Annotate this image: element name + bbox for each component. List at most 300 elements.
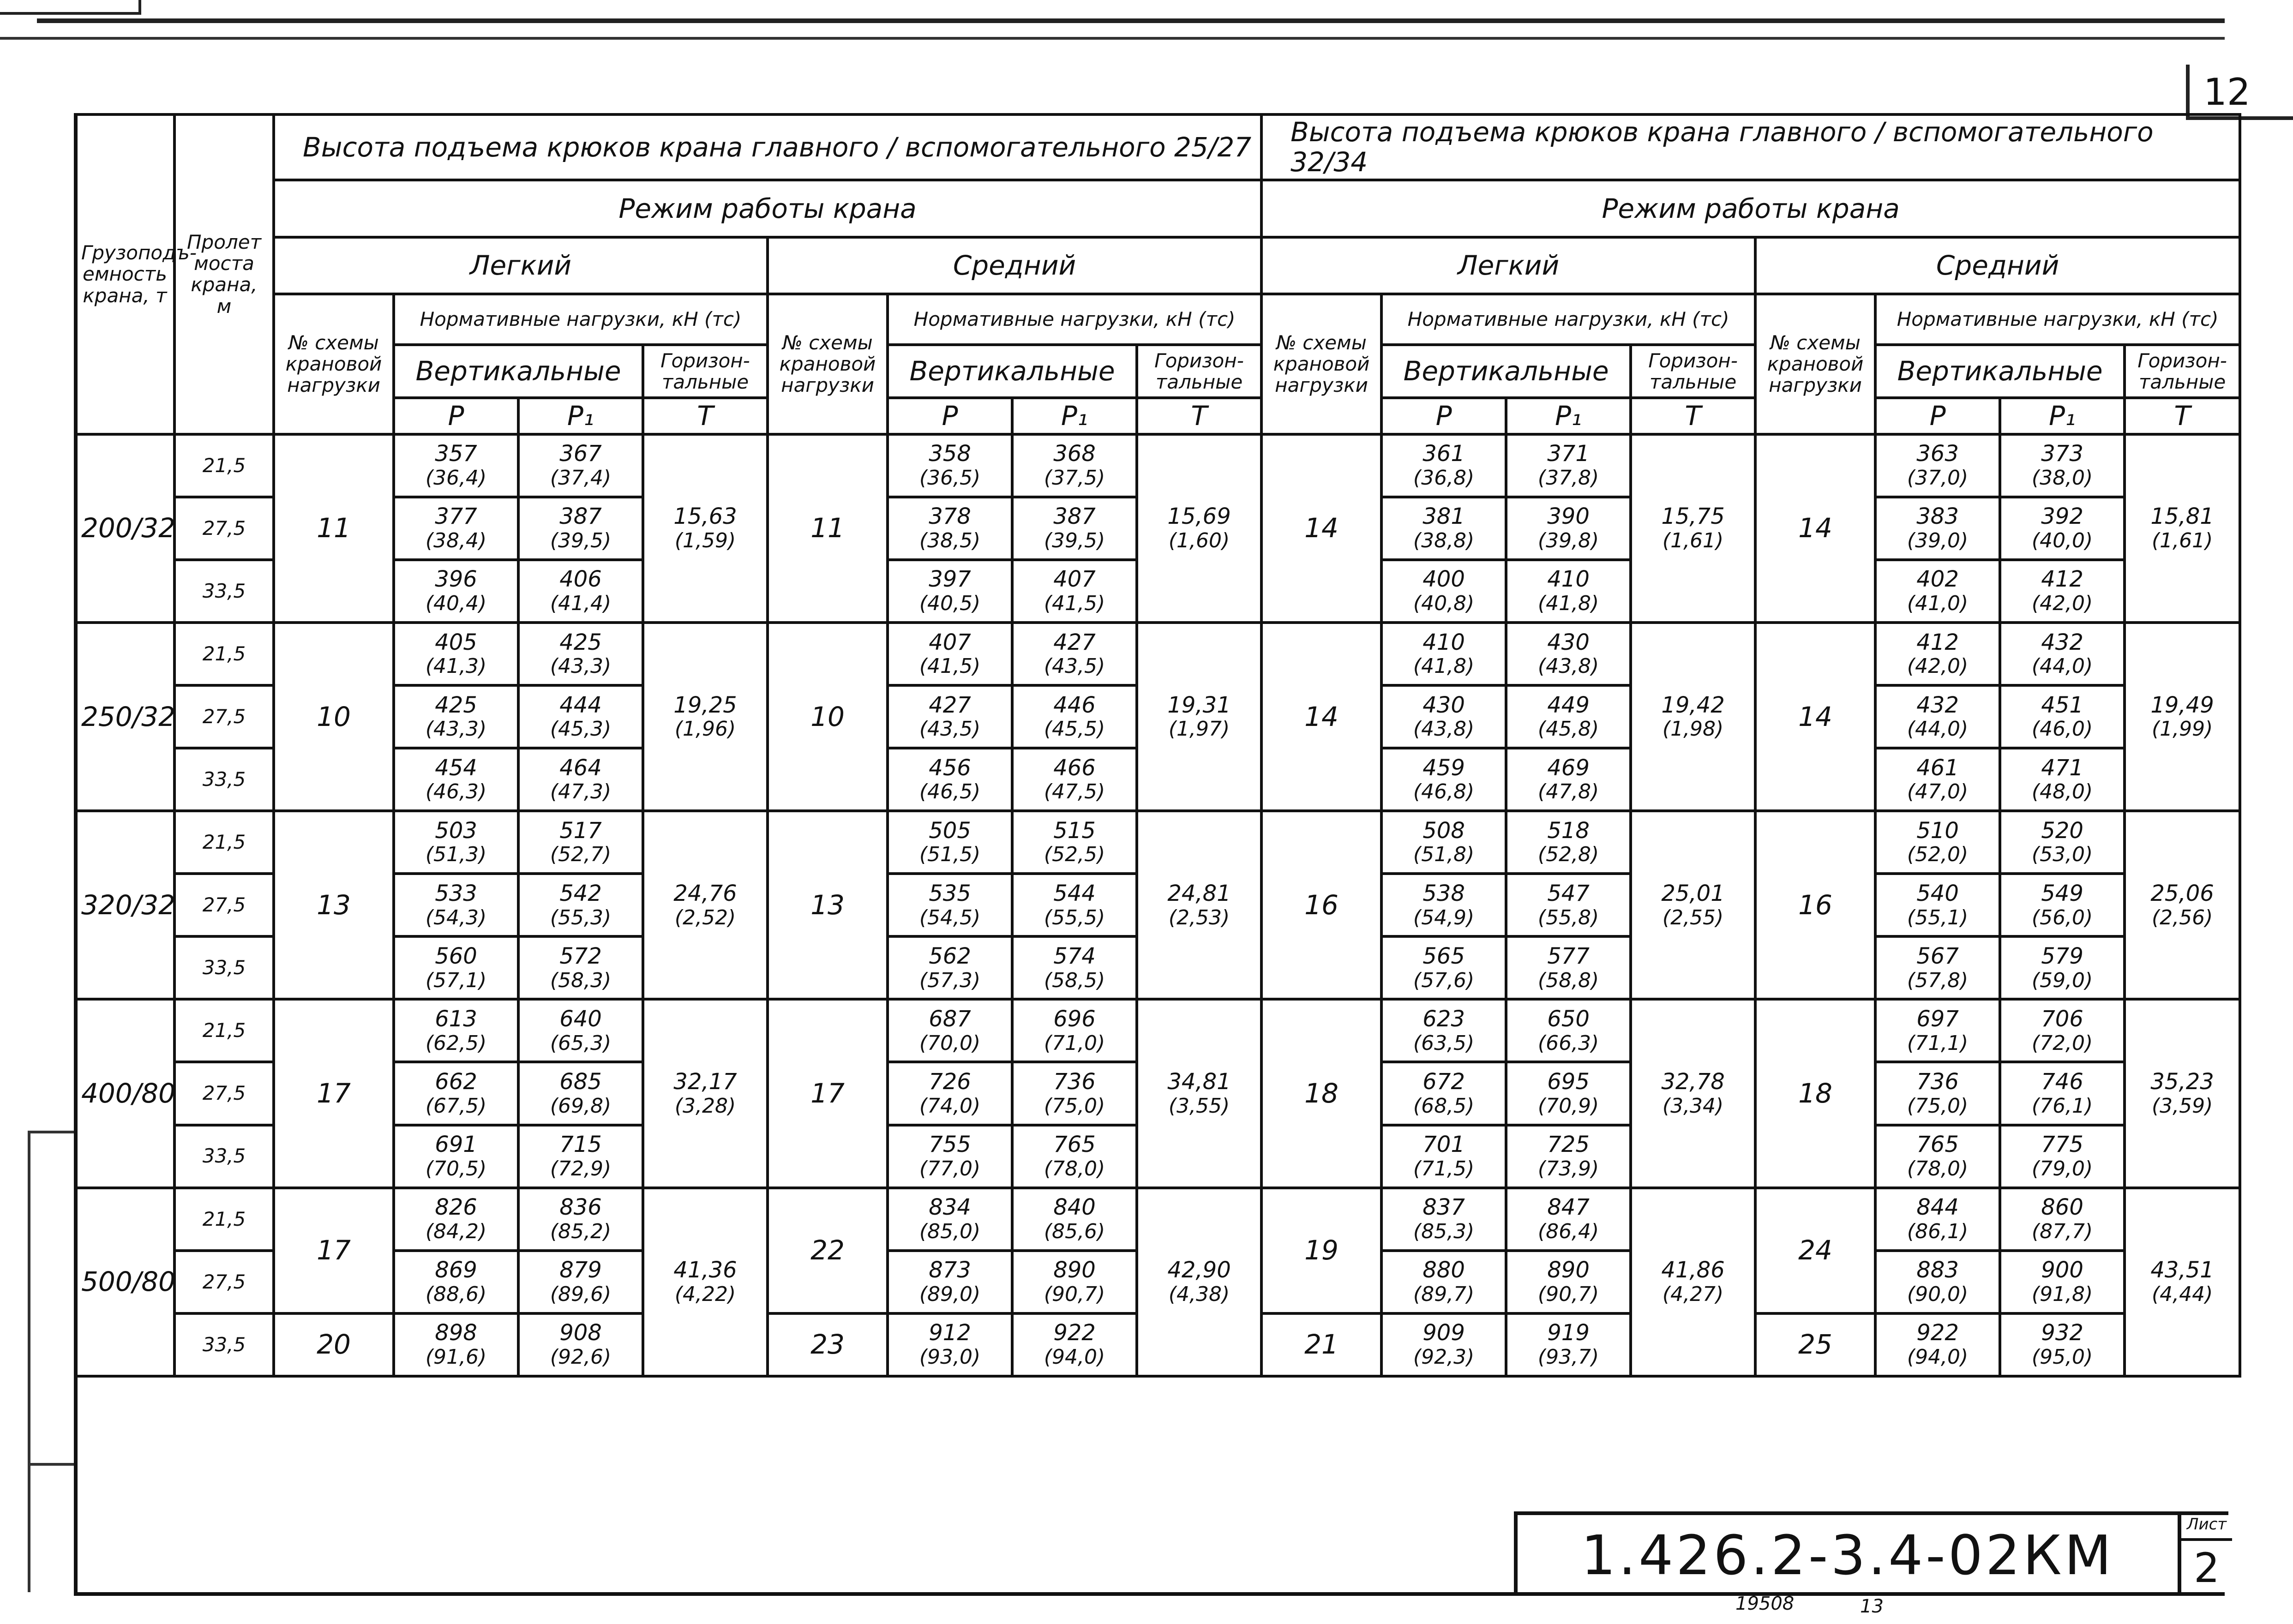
value-kn: 919 (1547, 1320, 1590, 1346)
value-p1-cell (1012, 811, 1137, 874)
value-p-cell (394, 1313, 518, 1376)
span-cell: 27,5 (174, 497, 274, 560)
value-tc: (90,7) (1537, 1282, 1599, 1306)
value-kn: 387 (1053, 503, 1096, 530)
value-p1-cell (1506, 623, 1631, 685)
value-kn: 826 (435, 1194, 477, 1221)
scheme-cell: 19 (1261, 1188, 1381, 1313)
value-kn: 542 (559, 880, 602, 906)
value-tc: (58,8) (1537, 968, 1599, 992)
value-kn: 844 (1916, 1194, 1959, 1221)
scheme-cell: 17 (274, 1188, 394, 1313)
value-p1-cell (2000, 685, 2125, 748)
value-kn: 412 (1916, 629, 1959, 655)
value-tc: (51,3) (425, 843, 487, 867)
value-p-cell (1381, 434, 1506, 497)
value-kn: 900 (2041, 1257, 2083, 1283)
value-kn: 471 (2041, 755, 2083, 781)
value-p-cell (888, 1188, 1012, 1251)
scheme-cell: 14 (1261, 623, 1381, 811)
value-kn: 432 (1916, 692, 1959, 718)
value-tc: (36,8) (1413, 466, 1475, 490)
value-p-cell (1875, 874, 2000, 936)
value-tc: (57,1) (425, 968, 487, 992)
value-tc: (40,0) (2031, 529, 2093, 553)
value-tc: (94,0) (1044, 1345, 1105, 1369)
value-tc: (46,5) (919, 780, 981, 804)
value-p-cell (1875, 1062, 2000, 1125)
value-p1-cell (1506, 1125, 1631, 1188)
scheme-cell: 11 (274, 434, 394, 623)
value-tc: (41,8) (1537, 592, 1599, 616)
vertical-header: Вертикальные (1875, 345, 2125, 398)
value-p-cell (888, 1251, 1012, 1313)
value-tc: (92,3) (1413, 1345, 1475, 1369)
value-kn: 444 (559, 692, 602, 718)
value-p1-cell (518, 1125, 643, 1188)
horizontal-header: Горизон-тальные (1137, 345, 1261, 398)
value-tc: (4,27) (1662, 1282, 1724, 1306)
scheme-cell: 18 (1755, 999, 1875, 1187)
value-tc: (43,3) (550, 654, 612, 678)
value-kn: 873 (929, 1257, 971, 1283)
value-p-cell (888, 874, 1012, 936)
value-p-cell (1875, 560, 2000, 623)
col-p-header: P (1381, 398, 1506, 434)
col-t-header: T (643, 398, 768, 434)
value-kn: 32,78 (1661, 1068, 1725, 1095)
value-p-cell (1381, 1062, 1506, 1125)
value-tc: (41,0) (1907, 592, 1969, 616)
value-p-cell (1875, 936, 2000, 999)
group-a-title: Высота подъема крюков крана главного / вспомогательного 25/27 (274, 114, 1261, 180)
value-tc: (1,98) (1662, 717, 1724, 741)
value-kn: 572 (559, 943, 602, 969)
scheme-cell: 11 (768, 434, 888, 623)
value-kn: 662 (435, 1068, 477, 1095)
top-corner-mark (0, 0, 141, 15)
value-kn: 755 (929, 1132, 971, 1158)
scheme-cell: 24 (1755, 1188, 1875, 1313)
horizontal-header: Горизон-тальные (2125, 345, 2240, 398)
value-tc: (41,8) (1413, 654, 1475, 678)
value-kn: 549 (2041, 880, 2083, 906)
table-row (75, 623, 2240, 685)
horizontal-cell (2125, 1188, 2240, 1376)
horizontal-cell (2125, 623, 2240, 811)
value-kn: 25,06 (2150, 880, 2214, 906)
normative-header: Нормативные нагрузки, кН (тс) (1381, 294, 1755, 345)
value-tc: (1,60) (1168, 529, 1230, 553)
col-t-header: T (2125, 398, 2240, 434)
value-tc: (1,96) (674, 717, 736, 741)
horizontal-cell (2125, 811, 2240, 999)
value-p1-cell (1506, 811, 1631, 874)
value-p1-cell (1012, 1125, 1137, 1188)
value-p-cell (394, 1188, 518, 1251)
value-tc: (58,5) (1044, 968, 1105, 992)
value-p1-cell (1506, 560, 1631, 623)
value-tc: (2,53) (1168, 905, 1230, 929)
value-tc: (89,7) (1413, 1282, 1475, 1306)
value-kn: 402 (1916, 566, 1959, 593)
value-kn: 430 (1423, 692, 1465, 718)
horizontal-cell (643, 623, 768, 811)
value-kn: 427 (1053, 629, 1096, 655)
value-kn: 746 (2041, 1068, 2083, 1095)
scheme-header: № схемы крановой нагрузки (1261, 294, 1381, 434)
scheme-cell: 25 (1755, 1313, 1875, 1376)
value-kn: 562 (929, 943, 971, 969)
scheme-cell: 16 (1755, 811, 1875, 999)
value-kn: 392 (2041, 503, 2083, 530)
scheme-cell: 23 (768, 1313, 888, 1376)
value-tc: (67,5) (425, 1094, 487, 1118)
horizontal-cell (1137, 623, 1261, 811)
value-p1-cell (1506, 1313, 1631, 1376)
value-tc: (58,3) (550, 968, 612, 992)
span-cell: 33,5 (174, 748, 274, 811)
value-kn: 34,81 (1167, 1068, 1231, 1095)
value-p1-cell (1012, 1251, 1137, 1313)
value-kn: 533 (435, 880, 477, 906)
value-p-cell (1875, 748, 2000, 811)
value-p1-cell (2000, 748, 2125, 811)
value-tc: (46,0) (2031, 717, 2093, 741)
value-p-cell (1381, 497, 1506, 560)
value-tc: (56,0) (2031, 905, 2093, 929)
value-tc: (57,6) (1413, 968, 1475, 992)
horizontal-cell (643, 811, 768, 999)
capacity-cell: 320/32 (75, 811, 174, 999)
value-p-cell (1381, 1251, 1506, 1313)
value-kn: 371 (1547, 441, 1590, 467)
value-tc: (40,8) (1413, 592, 1475, 616)
value-tc: (36,4) (425, 466, 487, 490)
value-tc: (2,56) (2151, 905, 2213, 929)
value-p1-cell (518, 874, 643, 936)
value-p-cell (888, 685, 1012, 748)
value-tc: (41,4) (550, 592, 612, 616)
value-kn: 430 (1547, 629, 1590, 655)
span-cell: 27,5 (174, 1062, 274, 1125)
page-number: 12 (2186, 65, 2293, 120)
value-p-cell (394, 560, 518, 623)
value-p1-cell (2000, 811, 2125, 874)
value-tc: (88,6) (425, 1282, 487, 1306)
value-p-cell (1875, 1188, 2000, 1251)
value-tc: (4,38) (1168, 1282, 1230, 1306)
value-kn: 387 (559, 503, 602, 530)
value-kn: 898 (435, 1320, 477, 1346)
value-tc: (71,5) (1413, 1157, 1475, 1181)
value-tc: (69,8) (550, 1094, 612, 1118)
value-p1-cell (1012, 497, 1137, 560)
value-p-cell (888, 1313, 1012, 1376)
scheme-cell: 13 (274, 811, 394, 999)
normative-header: Нормативные нагрузки, кН (тс) (394, 294, 768, 345)
value-tc: (55,1) (1907, 905, 1969, 929)
value-tc: (44,0) (2031, 654, 2093, 678)
span-cell: 21,5 (174, 623, 274, 685)
archive-number: 19508 (1735, 1593, 1795, 1614)
value-tc: (1,59) (674, 529, 736, 553)
value-kn: 451 (2041, 692, 2083, 718)
value-tc: (38,0) (2031, 466, 2093, 490)
horizontal-cell (1631, 811, 1755, 999)
value-p-cell (1875, 1251, 2000, 1313)
value-p-cell (888, 497, 1012, 560)
value-tc: (86,1) (1907, 1219, 1969, 1243)
value-tc: (72,9) (550, 1157, 612, 1181)
value-kn: 840 (1053, 1194, 1096, 1221)
value-p-cell (1381, 936, 1506, 999)
mode-header-b: Режим работы крана (1261, 180, 2240, 237)
value-tc: (45,3) (550, 717, 612, 741)
value-kn: 410 (1423, 629, 1465, 655)
value-tc: (85,6) (1044, 1219, 1105, 1243)
horizontal-cell (1631, 999, 1755, 1187)
value-kn: 544 (1053, 880, 1096, 906)
value-tc: (79,0) (2031, 1157, 2093, 1181)
value-kn: 860 (2041, 1194, 2083, 1221)
value-kn: 736 (1053, 1068, 1096, 1095)
table-row (75, 434, 2240, 497)
value-kn: 577 (1547, 943, 1590, 969)
value-p-cell (394, 999, 518, 1062)
value-kn: 515 (1053, 817, 1096, 844)
value-kn: 405 (435, 629, 477, 655)
value-kn: 449 (1547, 692, 1590, 718)
value-tc: (42,0) (2031, 592, 2093, 616)
value-kn: 454 (435, 755, 477, 781)
value-kn: 363 (1916, 441, 1959, 467)
value-kn: 672 (1423, 1068, 1465, 1095)
value-kn: 613 (435, 1006, 477, 1032)
value-tc: (44,0) (1907, 717, 1969, 741)
scheme-cell: 13 (768, 811, 888, 999)
value-p1-cell (2000, 936, 2125, 999)
horizontal-cell (1137, 999, 1261, 1187)
value-p1-cell (1012, 999, 1137, 1062)
value-p-cell (888, 560, 1012, 623)
value-p1-cell (518, 936, 643, 999)
value-tc: (37,4) (550, 466, 612, 490)
value-p-cell (1381, 874, 1506, 936)
scheme-cell: 14 (1755, 434, 1875, 623)
vertical-header: Вертикальные (394, 345, 643, 398)
value-p1-cell (1506, 999, 1631, 1062)
value-kn: 567 (1916, 943, 1959, 969)
value-tc: (2,55) (1662, 905, 1724, 929)
span-cell: 27,5 (174, 874, 274, 936)
value-tc: (52,7) (550, 843, 612, 867)
value-p-cell (888, 811, 1012, 874)
value-tc: (51,8) (1413, 843, 1475, 867)
value-p-cell (394, 874, 518, 936)
value-p1-cell (518, 1251, 643, 1313)
scheme-header: № схемы крановой нагрузки (1755, 294, 1875, 434)
span-cell: 33,5 (174, 1313, 274, 1376)
value-tc: (48,0) (2031, 780, 2093, 804)
value-kn: 503 (435, 817, 477, 844)
horizontal-header: Горизон-тальные (1631, 345, 1755, 398)
value-tc: (38,5) (919, 529, 981, 553)
value-kn: 397 (929, 566, 971, 593)
value-kn: 775 (2041, 1132, 2083, 1158)
value-tc: (38,8) (1413, 529, 1475, 553)
scheme-header: № схемы крановой нагрузки (274, 294, 394, 434)
value-kn: 15,63 (673, 503, 737, 530)
value-kn: 538 (1423, 880, 1465, 906)
value-kn: 922 (1053, 1320, 1096, 1346)
value-p1-cell (1506, 1251, 1631, 1313)
capacity-cell: 200/32 (75, 434, 174, 623)
value-tc: (55,8) (1537, 905, 1599, 929)
document-code: 1.426.2-3.4-02КМ (1581, 1523, 2114, 1587)
value-p-cell (394, 1251, 518, 1313)
capacity-cell: 250/32 (75, 623, 174, 811)
value-tc: (45,5) (1044, 717, 1105, 741)
value-kn: 456 (929, 755, 971, 781)
value-tc: (94,0) (1907, 1345, 1969, 1369)
value-kn: 469 (1547, 755, 1590, 781)
value-tc: (43,5) (1044, 654, 1105, 678)
value-tc: (39,0) (1907, 529, 1969, 553)
value-p-cell (1875, 999, 2000, 1062)
value-kn: 715 (559, 1132, 602, 1158)
value-kn: 425 (559, 629, 602, 655)
value-kn: 19,49 (2150, 692, 2214, 718)
value-p1-cell (1012, 1062, 1137, 1125)
horizontal-cell (643, 999, 768, 1187)
value-kn: 24,81 (1167, 880, 1231, 906)
value-kn: 685 (559, 1068, 602, 1095)
value-p1-cell (1012, 1188, 1137, 1251)
value-p-cell (1875, 434, 2000, 497)
value-p1-cell (2000, 874, 2125, 936)
value-kn: 922 (1916, 1320, 1959, 1346)
value-p-cell (394, 936, 518, 999)
value-kn: 396 (435, 566, 477, 593)
value-tc: (89,6) (550, 1282, 612, 1306)
value-tc: (46,3) (425, 780, 487, 804)
value-p1-cell (518, 497, 643, 560)
value-tc: (43,5) (919, 717, 981, 741)
value-p1-cell (1506, 1062, 1631, 1125)
value-p1-cell (1506, 1188, 1631, 1251)
value-tc: (1,61) (1662, 529, 1724, 553)
value-kn: 505 (929, 817, 971, 844)
value-kn: 909 (1423, 1320, 1465, 1346)
col-p1-header: P₁ (1506, 398, 1631, 434)
value-p-cell (1381, 999, 1506, 1062)
value-tc: (55,5) (1044, 905, 1105, 929)
value-kn: 697 (1916, 1006, 1959, 1032)
value-tc: (73,9) (1537, 1157, 1599, 1181)
value-kn: 726 (929, 1068, 971, 1095)
value-kn: 687 (929, 1006, 971, 1032)
value-p-cell (1381, 1313, 1506, 1376)
scheme-cell: 10 (274, 623, 394, 811)
title-block-stamp (1514, 1511, 2228, 1596)
value-p-cell (394, 497, 518, 560)
binding-margin-line (28, 1131, 30, 1592)
value-p1-cell (2000, 434, 2125, 497)
value-kn: 640 (559, 1006, 602, 1032)
value-kn: 358 (929, 441, 971, 467)
normative-header: Нормативные нагрузки, кН (тс) (1875, 294, 2240, 345)
value-tc: (46,8) (1413, 780, 1475, 804)
value-p-cell (1381, 811, 1506, 874)
value-tc: (39,5) (550, 529, 612, 553)
value-kn: 41,86 (1661, 1257, 1725, 1283)
value-tc: (37,8) (1537, 466, 1599, 490)
value-kn: 725 (1547, 1132, 1590, 1158)
value-tc: (70,5) (425, 1157, 487, 1181)
scheme-cell: 22 (768, 1188, 888, 1313)
value-tc: (90,7) (1044, 1282, 1105, 1306)
value-kn: 41,36 (673, 1257, 737, 1283)
span-cell: 21,5 (174, 434, 274, 497)
light-header-b: Легкий (1261, 237, 1755, 294)
value-kn: 464 (559, 755, 602, 781)
value-kn: 357 (435, 441, 477, 467)
value-tc: (62,5) (425, 1031, 487, 1055)
value-kn: 412 (2041, 566, 2083, 593)
span-cell: 33,5 (174, 560, 274, 623)
value-p-cell (888, 1062, 1012, 1125)
value-p-cell (394, 811, 518, 874)
span-header: Пролет моста крана, м (174, 114, 274, 434)
value-kn: 461 (1916, 755, 1959, 781)
value-kn: 765 (1053, 1132, 1096, 1158)
value-kn: 847 (1547, 1194, 1590, 1221)
value-kn: 25,01 (1661, 880, 1725, 906)
value-p-cell (394, 748, 518, 811)
horizontal-cell (643, 1188, 768, 1376)
value-tc: (93,7) (1537, 1345, 1599, 1369)
value-tc: (71,0) (1044, 1031, 1105, 1055)
capacity-cell: 400/80 (75, 999, 174, 1187)
value-p-cell (888, 434, 1012, 497)
span-cell: 33,5 (174, 1125, 274, 1188)
value-tc: (74,0) (919, 1094, 981, 1118)
value-p-cell (888, 623, 1012, 685)
value-tc: (47,3) (550, 780, 612, 804)
value-kn: 381 (1423, 503, 1465, 530)
value-p1-cell (2000, 999, 2125, 1062)
binding-margin-tick (28, 1131, 74, 1133)
value-tc: (37,5) (1044, 466, 1105, 490)
col-t-header: T (1137, 398, 1261, 434)
value-tc: (78,0) (1907, 1157, 1969, 1181)
col-p1-header: P₁ (1012, 398, 1137, 434)
scheme-cell: 14 (1755, 623, 1875, 811)
value-p1-cell (2000, 1313, 2125, 1376)
medium-header-a: Средний (768, 237, 1261, 294)
value-kn: 540 (1916, 880, 1959, 906)
value-kn: 650 (1547, 1006, 1590, 1032)
vertical-header: Вертикальные (888, 345, 1137, 398)
value-tc: (38,4) (425, 529, 487, 553)
col-p-header: P (888, 398, 1012, 434)
value-p-cell (394, 1062, 518, 1125)
value-tc: (72,0) (2031, 1031, 2093, 1055)
value-kn: 560 (435, 943, 477, 969)
value-kn: 695 (1547, 1068, 1590, 1095)
value-p1-cell (518, 1188, 643, 1251)
